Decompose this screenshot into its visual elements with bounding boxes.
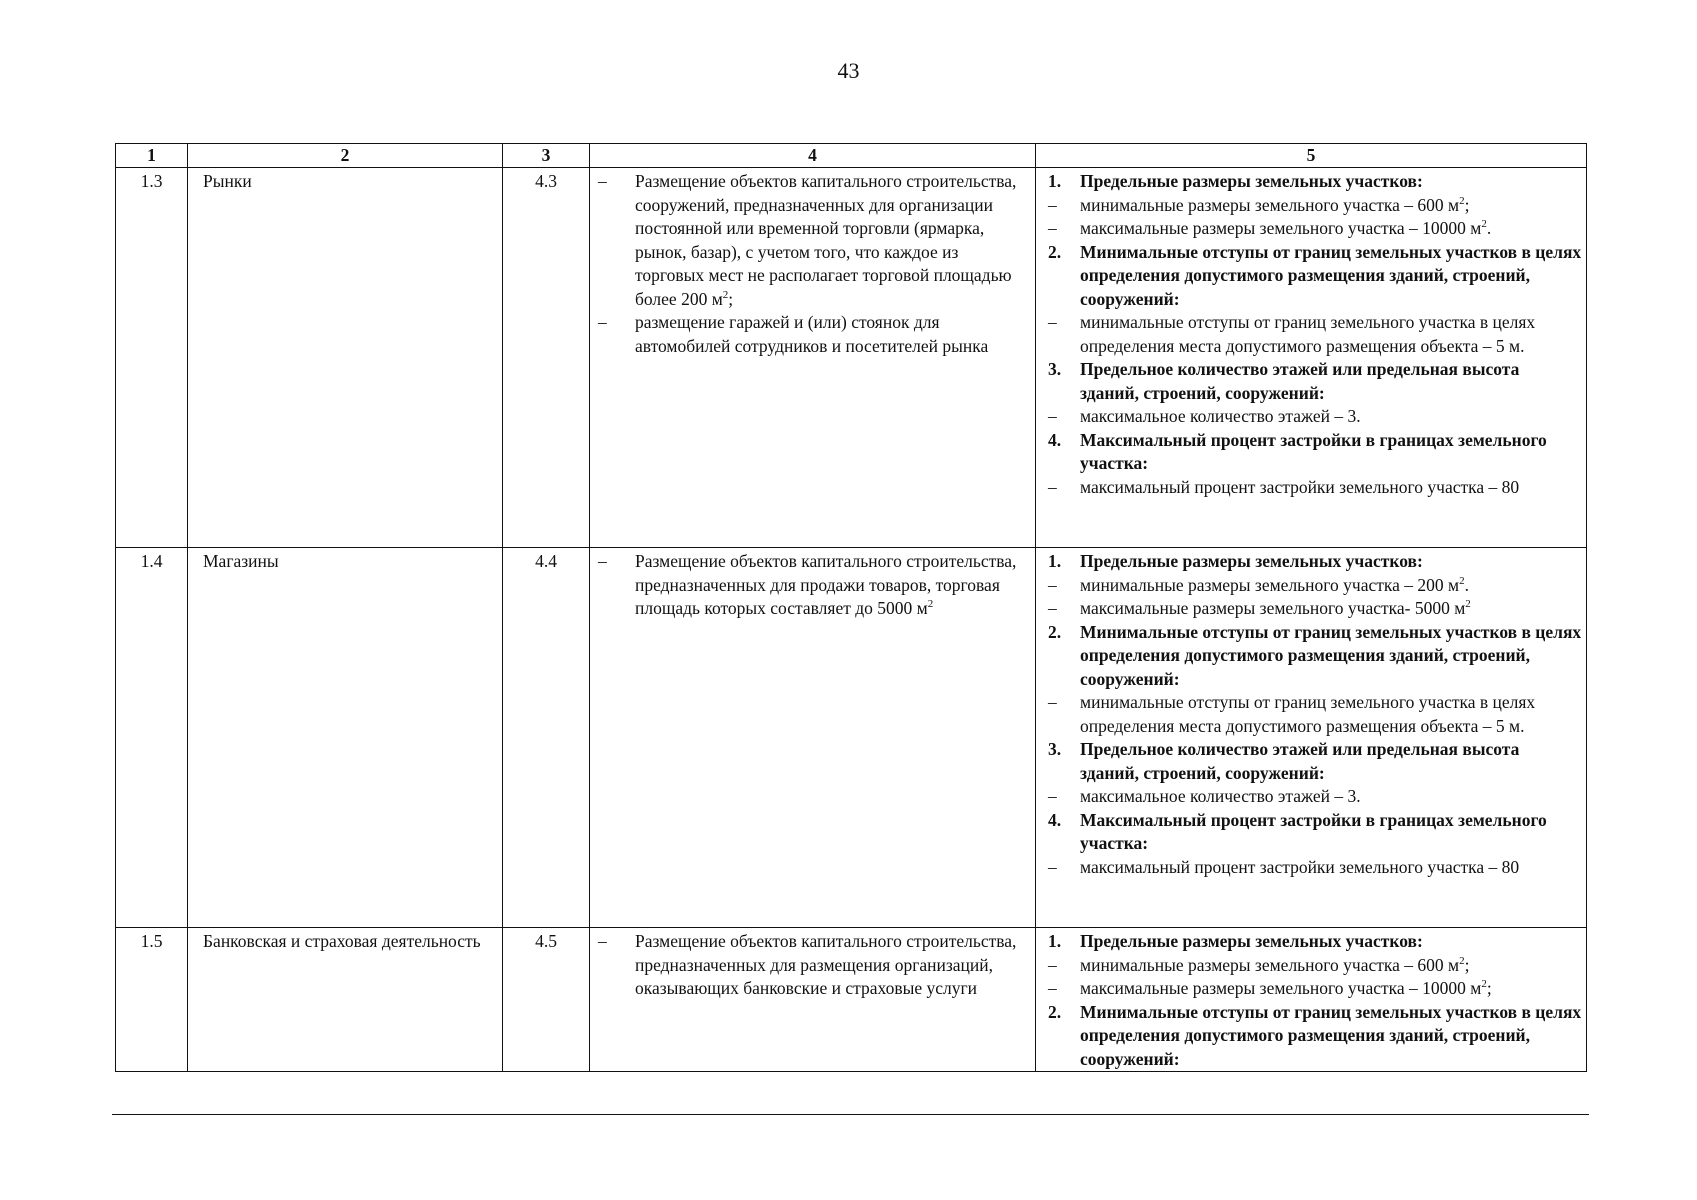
parameter-number: 1. [1048,171,1062,191]
column-header: 3 [503,144,590,168]
dash-bullet: – [1048,574,1057,595]
description-text: размещение гаражей и (или) стоянок для автомобилей сотрудников и посетителей рынка [635,312,989,356]
parameter-title: Предельное количество этажей или предельная высота зданий, строений, сооружений: [1080,359,1520,403]
parameter-number: 2. [1048,621,1062,642]
table-header-row [116,144,1587,168]
dash-bullet: – [1048,786,1057,806]
use-name: Банковская и страховая деятельность [188,928,503,1072]
parameter-heading [1044,930,1582,954]
use-parameters [1036,168,1587,548]
description-item [598,550,1031,621]
parameter-item-text: минимальные размеры земельного участка – 600 $м^2$; [1080,954,1470,975]
table-row [116,168,1587,548]
parameter-item [1044,977,1582,1001]
parameter-title: Предельные размеры земельных участков: [1080,931,1423,951]
parameter-item [1044,574,1582,598]
description-text: Размещение объектов капитального строительства, сооружений, предназначенных для организации постоянной или временной торговли (ярмарка, рынок, базар), с учетом того, что каждое из торговых мест не располагает торговой площадью более 200 $м^2$; [635,171,1017,309]
parameter-number: 4. [1048,429,1062,450]
use-name: Магазины [188,548,503,928]
dash-bullet: – [1048,218,1057,238]
parameter-heading [1044,809,1582,856]
use-parameters [1036,548,1587,928]
parameter-heading [1044,1001,1582,1072]
description-text: Размещение объектов капитального строительства, предназначенных для размещения организаций, оказывающих банковские и страховые услуги [635,931,1017,998]
parameter-title: Предельные размеры земельных участков: [1080,551,1423,571]
parameter-item [1044,217,1582,241]
parameter-item [1044,954,1582,978]
parameter-heading [1044,358,1582,405]
dash-bullet: – [1048,194,1057,215]
parameter-title: Максимальный процент застройки в границах земельного участка: [1080,429,1547,473]
use-description [590,928,1036,1072]
description-item [598,930,1031,1001]
parameter-number: 3. [1048,739,1062,759]
use-code: 4.5 [503,928,590,1072]
dash-bullet: – [598,931,607,951]
table-row [116,548,1587,928]
dash-bullet: – [1048,476,1057,497]
column-header: 2 [188,144,503,168]
parameter-title: Максимальный процент застройки в границах земельного участка: [1080,809,1547,853]
parameter-item-text: минимальные размеры земельного участка – 600 $м^2$; [1080,194,1470,215]
parameter-item [1044,194,1582,218]
parameter-number: 1. [1048,551,1062,571]
parameter-item [1044,476,1582,500]
parameter-heading [1044,241,1582,312]
parameter-item-text: максимальное количество этажей – 3. [1080,406,1361,426]
parameter-number: 3. [1048,359,1062,379]
table-row [116,928,1587,1072]
use-description [590,548,1036,928]
parameter-number: 4. [1048,809,1062,830]
parameter-item-text: максимальные размеры земельного участка- 5000 $м^2$ [1080,598,1471,618]
dash-bullet: – [1048,954,1057,975]
use-name: Рынки [188,168,503,548]
parameter-item-text: максимальное количество этажей – 3. [1080,786,1361,806]
parameter-number: 1. [1048,931,1062,951]
column-header: 1 [116,144,188,168]
dash-bullet: – [1048,598,1057,618]
dash-bullet: – [598,312,607,332]
parameter-heading [1044,738,1582,785]
parameter-item-text: максимальный процент застройки земельного участка – 80 [1080,856,1520,877]
use-code: 4.3 [503,168,590,548]
page-number: 43 [837,58,860,83]
parameter-heading [1044,429,1582,476]
dash-bullet: – [598,551,607,571]
row-number: 1.4 [116,548,188,928]
parameter-heading [1044,621,1582,692]
use-code: 4.4 [503,548,590,928]
parameter-item-text: максимальные размеры земельного участка – 10000 $м^2$. [1080,218,1492,238]
description-item [598,170,1031,311]
description-item [598,311,1031,358]
parameter-title: Предельные размеры земельных участков: [1080,171,1423,191]
parameter-heading [1044,170,1582,194]
parameter-item [1044,597,1582,621]
parameter-title: Предельное количество этажей или предельная высота зданий, строений, сооружений: [1080,739,1520,783]
footer-rule [112,1114,1589,1115]
dash-bullet: – [1048,406,1057,426]
dash-bullet: – [1048,856,1057,877]
parameter-item [1044,311,1582,358]
parameter-item-text: максимальный процент застройки земельного участка – 80 [1080,476,1520,497]
parameter-number: 2. [1048,241,1062,262]
zoning-regulations-table [115,143,1587,1072]
parameter-title: Минимальные отступы от границ земельных участков в целях определения допустимого размещения зданий, строений, сооружений: [1080,621,1582,689]
parameter-item-text: минимальные отступы от границ земельного участка в целях определения места допустимого размещения объекта – 5 м. [1080,692,1536,736]
parameter-item-text: минимальные отступы от границ земельного участка в целях определения места допустимого размещения объекта – 5 м. [1080,312,1536,356]
dash-bullet: – [1048,978,1057,998]
parameter-item [1044,856,1582,880]
parameter-title: Минимальные отступы от границ земельных участков в целях определения допустимого размещения зданий, строений, сооружений: [1080,1001,1582,1069]
description-text: Размещение объектов капитального строительства, предназначенных для продажи товаров, торговая площадь которых составляет до 5000 $м^2$ [635,551,1017,618]
parameter-number: 2. [1048,1001,1062,1022]
parameter-item-text: минимальные размеры земельного участка – 200 $м^2$. [1080,574,1469,595]
row-number: 1.3 [116,168,188,548]
parameter-item [1044,785,1582,809]
parameter-item [1044,405,1582,429]
dash-bullet: – [1048,692,1057,712]
parameter-title: Минимальные отступы от границ земельных участков в целях определения допустимого размещения зданий, строений, сооружений: [1080,241,1582,309]
column-header: 5 [1036,144,1587,168]
parameter-item-text: максимальные размеры земельного участка – 10000 $м^2$; [1080,978,1492,998]
dash-bullet: – [1048,312,1057,332]
parameter-heading [1044,550,1582,574]
use-parameters [1036,928,1587,1072]
row-number: 1.5 [116,928,188,1072]
dash-bullet: – [598,171,607,191]
column-header: 4 [590,144,1036,168]
use-description [590,168,1036,548]
parameter-item [1044,691,1582,738]
